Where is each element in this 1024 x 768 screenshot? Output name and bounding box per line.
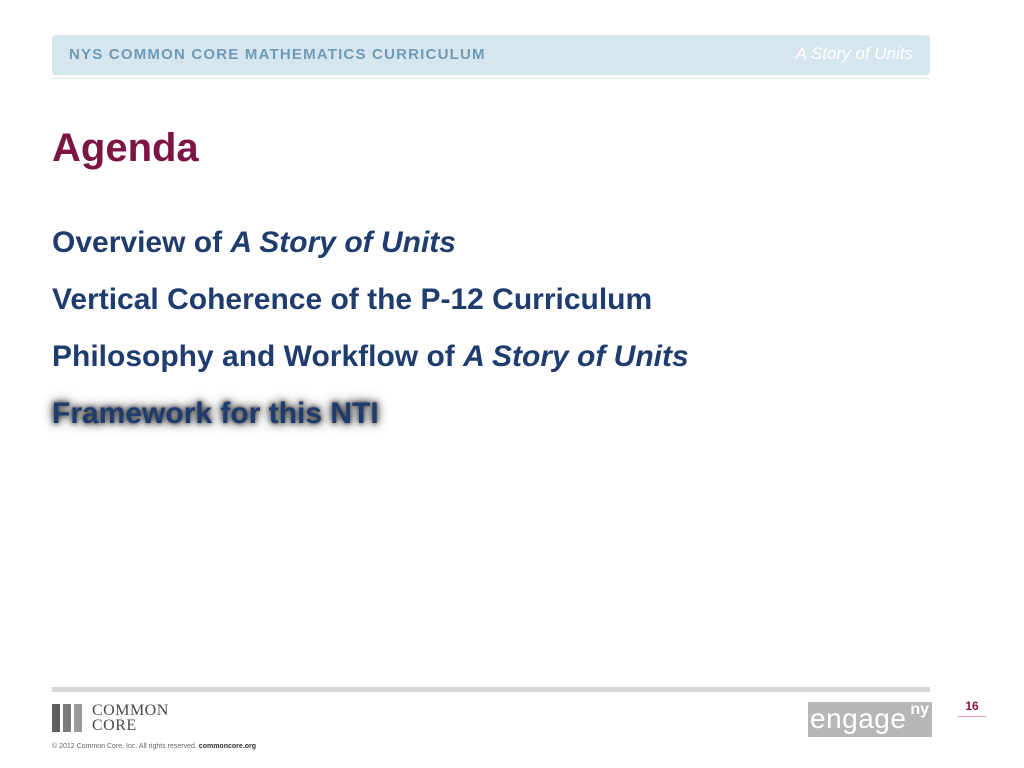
agenda-item-overview (52, 222, 689, 279)
slide-title: Agenda (52, 126, 199, 170)
brand-name-line: CORE (92, 717, 137, 734)
agenda-item-vertical-coherence (52, 279, 689, 336)
copyright-link: commoncore.org (198, 743, 256, 750)
page-number-underline (958, 716, 986, 717)
curriculum-label: NYS COMMON CORE MATHEMATICS CURRICULUM (69, 46, 486, 63)
engageny-logo-icon (808, 702, 932, 737)
agenda-item-emphasis: A Story of Units (463, 340, 689, 373)
agenda-item-prefix: Philosophy and Workflow of (52, 340, 464, 373)
agenda-list (52, 222, 689, 450)
brand-name (92, 703, 169, 733)
agenda-item-prefix: Overview of (52, 226, 231, 259)
brand-name-line: COMMON (92, 702, 169, 719)
copyright-text: © 2012 Common Core, Inc. All rights reserved. (52, 743, 197, 750)
agenda-item-prefix: Framework for this NTI (52, 397, 379, 430)
agenda-item-text (52, 283, 652, 316)
footer-divider (52, 687, 930, 692)
header-bar (52, 35, 930, 75)
agenda-item-text (52, 340, 689, 373)
common-core-logo-icon (52, 704, 85, 732)
copyright-notice (52, 743, 256, 750)
engage-word: engage (810, 703, 907, 734)
agenda-item-framework (52, 393, 689, 450)
series-label: A Story of Units (795, 44, 913, 63)
page-number: 16 (965, 699, 979, 713)
agenda-item-text (52, 397, 379, 430)
agenda-item-prefix: Vertical Coherence of the P-12 Curriculum (52, 283, 653, 316)
logo-stripe (74, 704, 82, 732)
agenda-item-emphasis: A Story of Units (230, 226, 456, 259)
header-divider (52, 78, 930, 79)
logo-stripe (52, 704, 60, 732)
engage-ny: ny (910, 701, 929, 718)
agenda-item-text (52, 226, 456, 259)
agenda-item-philosophy (52, 336, 689, 393)
logo-stripe (63, 704, 71, 732)
